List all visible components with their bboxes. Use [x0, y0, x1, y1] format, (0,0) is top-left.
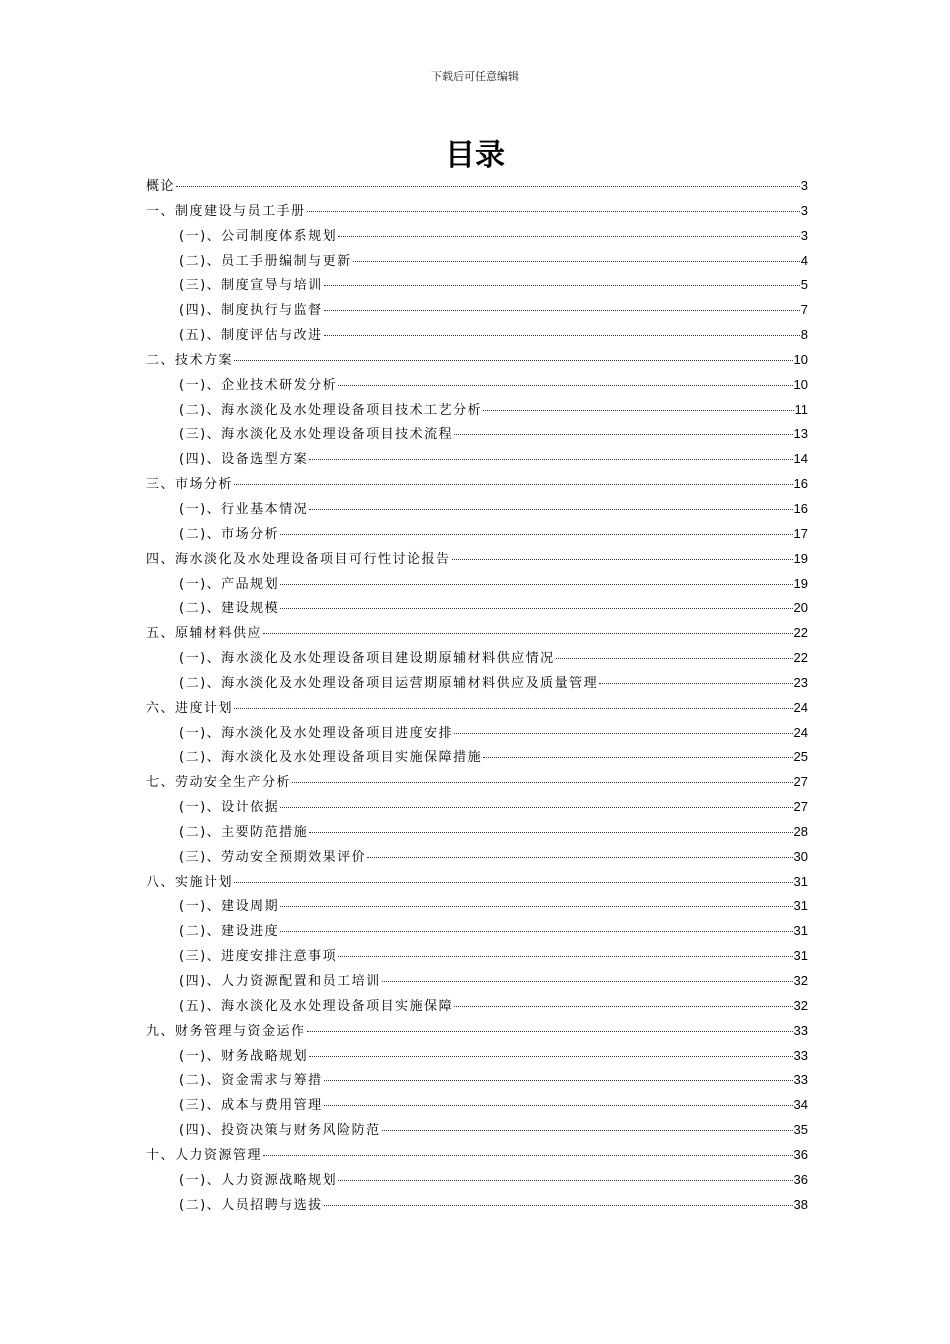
- toc-entry-page-number: 31: [793, 923, 808, 939]
- dot-leader: [324, 300, 800, 311]
- toc-subentry[interactable]: [146, 1044, 808, 1069]
- toc-subentry[interactable]: [146, 1168, 808, 1193]
- dot-leader: [309, 499, 792, 510]
- dot-leader: [338, 375, 792, 386]
- toc-entry-label: (一)、企业技术研发分析: [179, 377, 338, 393]
- dot-leader: [382, 1120, 793, 1131]
- toc-entry-page-number: 10: [793, 376, 808, 392]
- dot-leader: [454, 996, 792, 1007]
- toc-subentry[interactable]: [146, 820, 808, 845]
- dot-leader: [452, 549, 793, 560]
- toc-entry-page-number: 22: [793, 625, 808, 641]
- toc-entry-page-number: 24: [793, 724, 808, 740]
- dot-leader: [454, 424, 792, 435]
- toc-entry-label: (二)、人员招聘与选拔: [179, 1197, 323, 1213]
- dot-leader: [382, 971, 793, 982]
- toc-subentry[interactable]: [146, 224, 808, 249]
- toc-subentry[interactable]: [146, 249, 808, 274]
- toc-subentry[interactable]: [146, 1193, 808, 1218]
- toc-entry-label: (三)、制度宣导与培训: [179, 278, 323, 294]
- toc-entry-page-number: 27: [793, 774, 808, 790]
- toc-entry-label: (四)、投资决策与财务风险防范: [179, 1123, 381, 1139]
- toc-entry-label: (四)、人力资源配置和员工培训: [179, 974, 381, 989]
- toc-entry-page-number: 33: [793, 1047, 808, 1063]
- toc-subentry[interactable]: [146, 646, 808, 671]
- toc-entry-label: (二)、建设进度: [179, 924, 280, 940]
- toc-entry-page-number: 22: [793, 650, 808, 666]
- toc-entry[interactable]: [146, 199, 808, 224]
- toc-entry-page-number: 11: [794, 401, 808, 417]
- toc-subentry[interactable]: [146, 671, 808, 696]
- toc-entry-page-number: 3: [800, 227, 808, 243]
- dot-leader: [292, 772, 793, 783]
- dot-leader: [309, 449, 792, 460]
- toc-entry-page-number: 4: [800, 252, 808, 268]
- toc-entry-label: 八、实施计划: [146, 874, 234, 890]
- toc-subentry[interactable]: [146, 721, 808, 746]
- dot-leader: [280, 574, 792, 585]
- toc-entry-label: (一)、产品规划: [179, 576, 280, 592]
- toc-subentry[interactable]: [146, 273, 808, 298]
- toc-entry-page-number: 30: [793, 848, 808, 864]
- toc-subentry[interactable]: [146, 572, 808, 597]
- page-title: 目录: [445, 138, 505, 173]
- toc-entry[interactable]: [146, 348, 808, 373]
- dot-leader: [234, 872, 793, 883]
- toc-entry-label: 五、原辅材料供应: [146, 626, 263, 642]
- toc-entry-label: (一)、海水淡化及水处理设备项目进度安排: [179, 725, 454, 741]
- toc-entry-page-number: 3: [800, 178, 808, 193]
- toc-entry-page-number: 33: [793, 1022, 808, 1038]
- toc-entry[interactable]: [146, 621, 808, 646]
- toc-entry-label: 三、市场分析: [146, 477, 234, 493]
- toc-entry-label: (一)、人力资源战略规划: [179, 1172, 338, 1188]
- toc-entry-page-number: 31: [793, 948, 808, 964]
- dot-leader: [324, 275, 800, 286]
- toc-entry-label: 一、制度建设与员工手册: [146, 203, 306, 219]
- toc-entry-label: (四)、制度执行与监督: [179, 303, 323, 319]
- toc-entry[interactable]: [146, 696, 808, 721]
- toc-entry-page-number: 19: [793, 575, 808, 591]
- toc-entry-label: (二)、主要防范措施: [179, 824, 309, 840]
- toc-entry-label: 十、人力资源管理: [146, 1147, 263, 1163]
- dot-leader: [263, 1145, 793, 1156]
- toc-entry-page-number: 27: [793, 799, 808, 815]
- toc-entry-label: (一)、海水淡化及水处理设备项目建设期原辅材料供应情况: [179, 651, 555, 667]
- toc-entry[interactable]: [146, 174, 808, 199]
- table-of-contents: [146, 174, 808, 1217]
- dot-leader: [309, 1046, 792, 1057]
- toc-entry[interactable]: [146, 770, 808, 795]
- toc-entry-page-number: 19: [793, 550, 808, 566]
- toc-subentry[interactable]: [146, 1118, 808, 1143]
- dot-leader: [280, 598, 792, 609]
- toc-entry-page-number: 36: [793, 1146, 808, 1162]
- toc-entry-page-number: 25: [793, 749, 808, 765]
- toc-entry-label: 概论: [146, 179, 176, 194]
- toc-entry-label: (四)、设备选型方案: [179, 452, 309, 468]
- toc-entry-label: 四、海水淡化及水处理设备项目可行性讨论报告: [146, 551, 451, 567]
- toc-entry-label: (一)、建设周期: [179, 899, 280, 915]
- toc-entry-label: (三)、成本与费用管理: [179, 1098, 323, 1114]
- dot-leader: [234, 350, 793, 361]
- toc-subentry[interactable]: [146, 298, 808, 323]
- toc-entry-page-number: 32: [793, 973, 808, 988]
- dot-leader: [280, 921, 792, 932]
- toc-entry-label: (三)、进度安排注意事项: [179, 949, 338, 965]
- toc-subentry[interactable]: [146, 994, 808, 1019]
- toc-entry-page-number: 33: [793, 1072, 808, 1088]
- toc-entry-page-number: 24: [793, 699, 808, 715]
- toc-entry-page-number: 35: [793, 1122, 808, 1138]
- toc-entry-label: (一)、公司制度体系规划: [179, 228, 338, 244]
- toc-entry-label: (五)、海水淡化及水处理设备项目实施保障: [179, 998, 454, 1014]
- toc-entry-label: (一)、设计依据: [179, 800, 280, 816]
- toc-subentry[interactable]: [146, 919, 808, 944]
- toc-entry-page-number: 36: [793, 1171, 808, 1187]
- toc-entry-page-number: 17: [793, 525, 808, 541]
- toc-entry-label: 六、进度计划: [146, 700, 234, 716]
- toc-entry[interactable]: [146, 1143, 808, 1168]
- toc-entry-label: 二、技术方案: [146, 352, 234, 368]
- toc-entry-page-number: 31: [793, 873, 808, 889]
- header-note: 下载后可任意编辑: [431, 70, 519, 83]
- toc-entry-label: (二)、海水淡化及水处理设备项目实施保障措施: [179, 750, 483, 766]
- dot-leader: [367, 847, 792, 858]
- dot-leader: [324, 325, 800, 336]
- toc-subentry[interactable]: [146, 944, 808, 969]
- dot-leader: [324, 1095, 793, 1106]
- dot-leader: [176, 176, 800, 187]
- toc-subentry[interactable]: [146, 1093, 808, 1118]
- toc-entry-page-number: 20: [793, 600, 808, 616]
- toc-subentry[interactable]: [146, 745, 808, 770]
- toc-entry-label: (五)、制度评估与改进: [179, 328, 323, 344]
- dot-leader: [338, 1170, 792, 1181]
- dot-leader: [324, 1070, 793, 1081]
- toc-entry-page-number: 28: [793, 823, 808, 839]
- toc-subentry[interactable]: [146, 1068, 808, 1093]
- dot-leader: [309, 822, 792, 833]
- dot-leader: [234, 698, 793, 709]
- toc-entry-page-number: 38: [793, 1196, 808, 1212]
- toc-entry-label: (二)、海水淡化及水处理设备项目技术工艺分析: [179, 402, 483, 418]
- toc-entry[interactable]: [146, 472, 808, 497]
- dot-leader: [454, 723, 792, 734]
- toc-entry-page-number: 16: [793, 476, 808, 492]
- toc-entry-label: (二)、资金需求与筹措: [179, 1073, 323, 1089]
- toc-subentry[interactable]: [146, 497, 808, 522]
- toc-subentry[interactable]: [146, 398, 808, 423]
- toc-subentry[interactable]: [146, 323, 808, 348]
- toc-entry-label: 九、财务管理与资金运作: [146, 1023, 306, 1039]
- toc-subentry[interactable]: [146, 596, 808, 621]
- toc-subentry[interactable]: [146, 522, 808, 547]
- toc-entry-page-number: 34: [793, 1097, 808, 1113]
- dot-leader: [353, 251, 800, 262]
- dot-leader: [556, 648, 793, 659]
- dot-leader: [263, 623, 793, 634]
- toc-entry[interactable]: [146, 547, 808, 572]
- dot-leader: [338, 226, 800, 237]
- toc-entry-page-number: 8: [800, 327, 808, 343]
- toc-entry-page-number: 32: [793, 997, 808, 1013]
- toc-entry-page-number: 23: [793, 674, 808, 690]
- dot-leader: [280, 797, 792, 808]
- toc-entry-label: (二)、市场分析: [179, 526, 280, 542]
- dot-leader: [234, 474, 793, 485]
- toc-entry-label: (二)、海水淡化及水处理设备项目运营期原辅材料供应及质量管理: [179, 675, 599, 691]
- toc-subentry[interactable]: [146, 373, 808, 398]
- toc-entry-page-number: 31: [793, 898, 808, 914]
- toc-entry-page-number: 16: [793, 500, 808, 516]
- dot-leader: [280, 896, 792, 907]
- toc-entry[interactable]: [146, 870, 808, 895]
- dot-leader: [338, 946, 792, 957]
- toc-subentry[interactable]: [146, 447, 808, 472]
- toc-subentry[interactable]: [146, 894, 808, 919]
- dot-leader: [307, 1021, 793, 1032]
- toc-subentry[interactable]: [146, 969, 808, 994]
- toc-entry-label: (一)、行业基本情况: [179, 501, 309, 517]
- dot-leader: [324, 1195, 793, 1206]
- dot-leader: [307, 201, 800, 212]
- toc-subentry[interactable]: [146, 845, 808, 870]
- toc-entry-label: (二)、员工手册编制与更新: [179, 253, 352, 269]
- toc-entry-page-number: 7: [800, 302, 808, 318]
- toc-entry-page-number: 10: [793, 351, 808, 367]
- toc-entry-page-number: 13: [793, 426, 808, 442]
- dot-leader: [483, 747, 792, 758]
- toc-entry-page-number: 14: [793, 451, 808, 467]
- toc-entry-label: (一)、财务战略规划: [179, 1048, 309, 1064]
- toc-entry-label: 七、劳动安全生产分析: [146, 775, 292, 791]
- toc-entry-label: (三)、海水淡化及水处理设备项目技术流程: [179, 427, 454, 443]
- dot-leader: [599, 673, 792, 684]
- dot-leader: [280, 524, 792, 535]
- toc-entry-label: (三)、劳动安全预期效果评价: [179, 849, 367, 865]
- toc-entry-label: (二)、建设规模: [179, 601, 280, 617]
- toc-entry[interactable]: [146, 1019, 808, 1044]
- dot-leader: [483, 400, 793, 411]
- toc-entry-page-number: 3: [800, 202, 808, 218]
- toc-entry-page-number: 5: [800, 277, 808, 293]
- toc-subentry[interactable]: [146, 795, 808, 820]
- toc-subentry[interactable]: [146, 422, 808, 447]
